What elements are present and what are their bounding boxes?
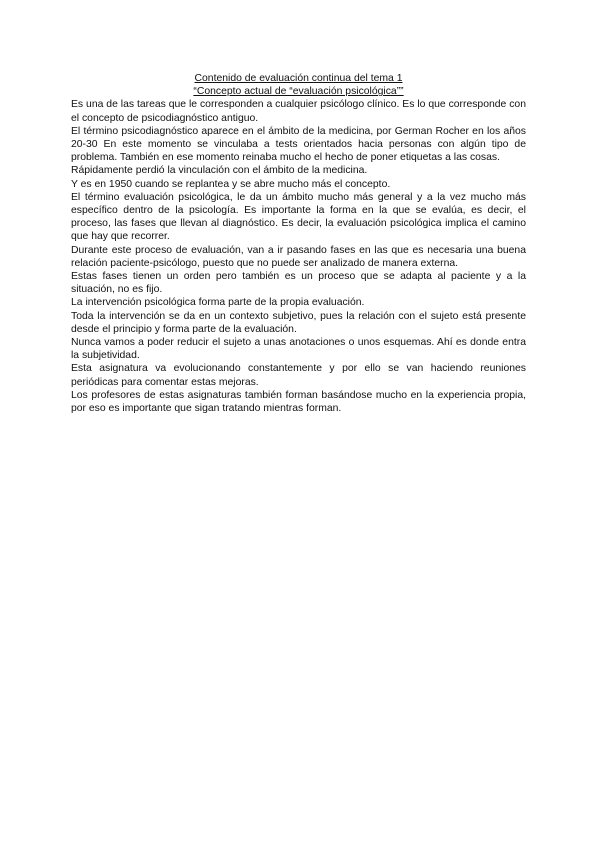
document-title-line-2: “Concepto actual de “evaluación psicológica”” bbox=[193, 86, 404, 98]
document-title-line-1: Contenido de evaluación continua del tema 1 bbox=[194, 73, 403, 84]
paragraph-1: Es una de las tareas que le corresponden a cualquier psicólogo clínico. Es lo que corresponde con el concepto de psicodiagnóstico antiguo. bbox=[71, 99, 526, 124]
paragraph-5: El término evaluación psicológica, le da un ámbito mucho más general y a la vez mucho más específico dentro de la psicología. Es importante la forma en la que se evalúa, es decir, el proceso, las fases que llevan al diagnóstico. Es decir, la evaluación psicológica implica el camino que hay que recorrer. bbox=[71, 191, 526, 243]
paragraph-10: Nunca vamos a poder reducir el sujeto a unas anotaciones o unos esquemas. Ahí es donde entra la subjetividad. bbox=[71, 337, 526, 362]
document-content bbox=[71, 72, 526, 415]
paragraph-12: Los profesores de estas asignaturas también forman basándose mucho en la experiencia propia, por eso es importante que sigan tratando mientras forman. bbox=[71, 389, 526, 415]
paragraph-8: La intervención psicológica forma parte de la propia evaluación. bbox=[71, 297, 365, 309]
paragraph-9: Toda la intervención se da en un contexto subjetivo, pues la relación con el sujeto está presente desde el principio y forma parte de la evaluación. bbox=[71, 310, 526, 335]
document-body bbox=[71, 98, 526, 415]
paragraph-7: Estas fases tienen un orden pero también es un proceso que se adapta al paciente y a la situación, no es fijo. bbox=[71, 271, 526, 296]
paragraph-6: Durante este proceso de evaluación, van a ir pasando fases en las que es necesaria una buena relación paciente-psicólogo, puesto que no puede ser analizado de manera externa. bbox=[71, 244, 526, 269]
paragraph-11: Esta asignatura va evolucionando constantemente y por ello se van haciendo reuniones periódicas para comentar estas mejoras. bbox=[71, 363, 526, 388]
paragraph-3: Rápidamente perdió la vinculación con el ámbito de la medicina. bbox=[71, 165, 368, 177]
paragraph-2: El término psicodiagnóstico aparece en el ámbito de la medicina, por German Rocher en los años 20-30 En este momento se vinculaba a tests orientados hacia personas con algún tipo de problema. También en ese momento reinaba mucho el hecho de poner etiquetas a las cosas. bbox=[71, 125, 526, 164]
paragraph-4: Y es en 1950 cuando se replantea y se abre mucho más el concepto. bbox=[71, 178, 391, 190]
